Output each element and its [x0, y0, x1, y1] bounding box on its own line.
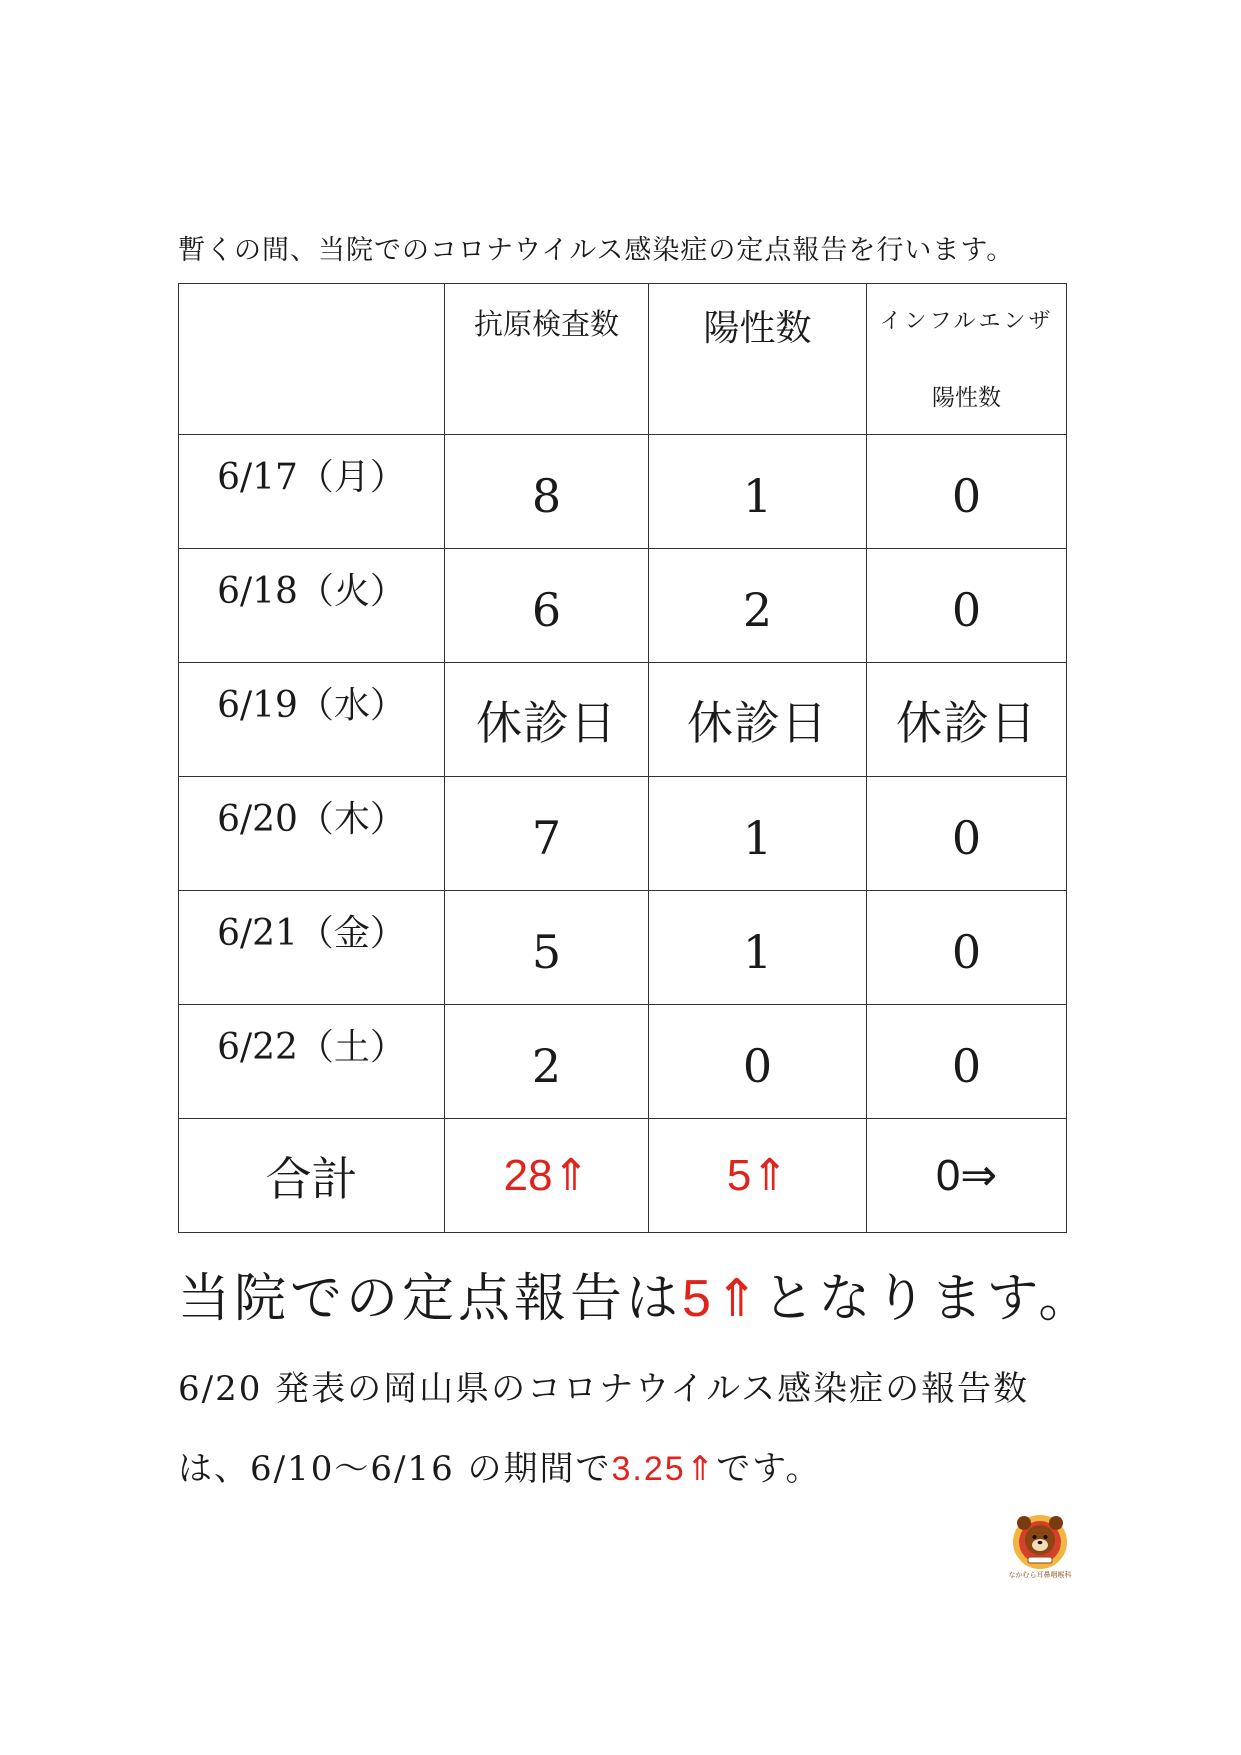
date-cell: 6/21（金） [179, 891, 445, 1005]
table-row [179, 777, 1067, 891]
date-cell: 6/18（火） [179, 549, 445, 663]
header-flu-line1: インフルエンザ [879, 309, 1054, 334]
table-row [179, 549, 1067, 663]
report-table [178, 283, 1067, 1233]
date-cell: 6/17（月） [179, 435, 445, 549]
clinic-logo-text: なかむら耳鼻咽喉科 [1008, 1571, 1072, 1579]
positive-cell: 2 [649, 549, 867, 663]
antigen-cell: 5 [445, 891, 649, 1005]
flu-cell: 0 [867, 549, 1067, 663]
header-positive: 陽性数 [649, 284, 867, 435]
header-blank [179, 284, 445, 435]
date-cell: 6/20（木） [179, 777, 445, 891]
intro-text: 暫くの間、当院でのコロナウイルス感染症の定点報告を行います。 [178, 235, 1015, 266]
table-row [179, 891, 1067, 1005]
note-line-2-value: 3.25⇑ [611, 1450, 717, 1488]
summary-value: 5⇑ [682, 1270, 763, 1328]
table-row [179, 663, 1067, 777]
note-line-2-suffix: です。 [716, 1449, 822, 1489]
antigen-cell: 6 [445, 549, 649, 663]
positive-cell: 0 [649, 1005, 867, 1119]
antigen-cell: 7 [445, 777, 649, 891]
flu-cell: 0 [867, 777, 1067, 891]
total-label: 合計 [179, 1119, 445, 1233]
positive-cell: 1 [649, 777, 867, 891]
total-positive: 5⇑ [649, 1119, 867, 1233]
summary-line [178, 1256, 1094, 1331]
table-header-row [179, 284, 1067, 435]
clinic-logo [1010, 1510, 1070, 1574]
total-flu: 0⇒ [867, 1119, 1067, 1233]
summary-suffix: となります。 [762, 1269, 1095, 1329]
header-antigen: 抗原検査数 [445, 284, 649, 435]
header-flu [867, 284, 1067, 435]
table-row [179, 435, 1067, 549]
table-row [179, 1005, 1067, 1119]
bear-mascot-icon [1010, 1510, 1070, 1574]
antigen-cell: 休診日 [445, 663, 649, 777]
note-line-2 [178, 1441, 821, 1490]
note-line-1: 6/20 発表の岡山県のコロナウイルス感染症の報告数 [178, 1369, 1030, 1409]
positive-cell: 休診日 [649, 663, 867, 777]
antigen-cell: 2 [445, 1005, 649, 1119]
date-cell: 6/22（土） [179, 1005, 445, 1119]
flu-cell: 休診日 [867, 663, 1067, 777]
flu-cell: 0 [867, 1005, 1067, 1119]
total-antigen: 28⇑ [445, 1119, 649, 1233]
positive-cell: 1 [649, 891, 867, 1005]
note-line-2-prefix: は、6/10～6/16 の期間で [178, 1449, 612, 1489]
flu-cell: 0 [867, 891, 1067, 1005]
summary-prefix: 当院での定点報告は [178, 1269, 683, 1329]
antigen-cell: 8 [445, 435, 649, 549]
header-flu-line2: 陽性数 [932, 385, 1001, 411]
positive-cell: 1 [649, 435, 867, 549]
date-cell: 6/19（水） [179, 663, 445, 777]
flu-cell: 0 [867, 435, 1067, 549]
total-row [179, 1119, 1067, 1233]
